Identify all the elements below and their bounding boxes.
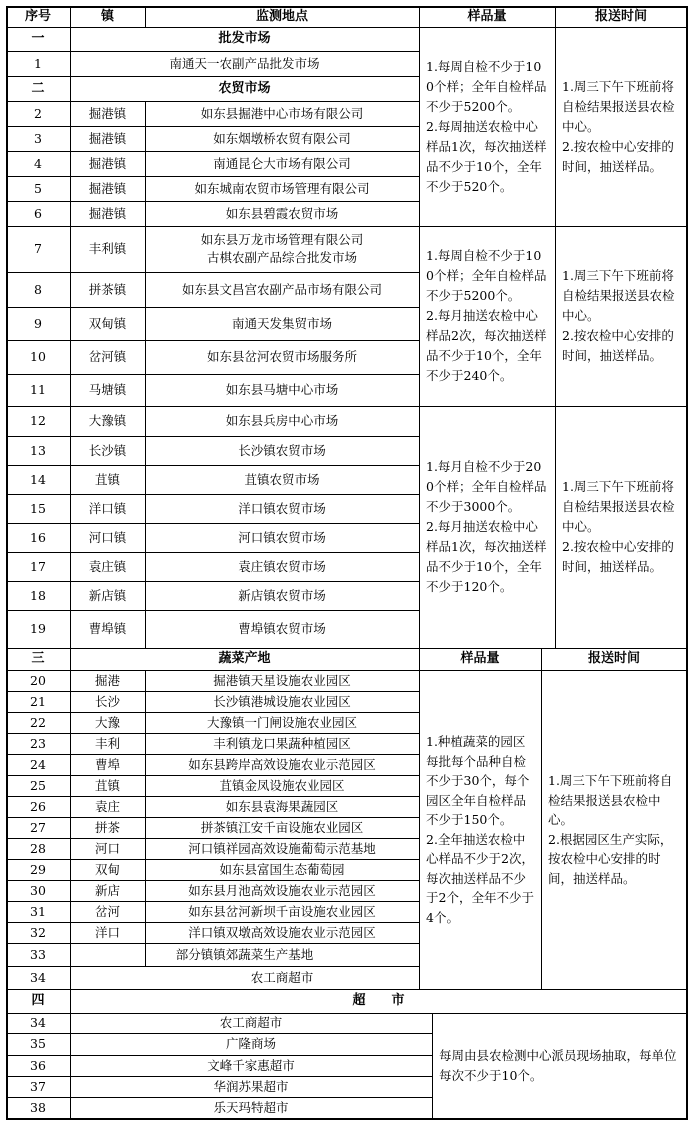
- rule-line: [6, 922, 420, 923]
- row-site: 南通天一农副产品批发市场: [169, 55, 320, 71]
- row-site: 丰利镇龙口果蔬种植园区: [213, 735, 351, 751]
- rule-line: [6, 733, 420, 734]
- rule-line: [419, 6, 420, 649]
- row-site: 农工商超市: [219, 1015, 283, 1030]
- row-site: 大豫镇一门闸设施农业园区: [206, 714, 357, 730]
- header-time: 报送时间: [587, 651, 640, 666]
- row-site: 如东城南农贸市场管理有限公司: [194, 180, 370, 196]
- report-time: 1.周三下午下班前将自检结果报送县农检中心。 2.按农检中心安排的时间，抽送样品。: [562, 78, 675, 174]
- sample-quantity: 每周由县农检测中心派员现场抽取，每单位每次不少于10个。: [439, 1047, 677, 1083]
- sample-quantity: 1.每月自检不少于200个样；全年自检样品不少于3000个。 2.每月抽送农检中心样品1次，每次抽送样品不少于10个，全年不少于120个。: [426, 459, 547, 594]
- row-no: 15: [30, 500, 46, 516]
- rule-line: [6, 1118, 688, 1120]
- row-town: 袁庄: [94, 798, 120, 814]
- rule-line: [6, 1013, 688, 1014]
- row-site: 农工商超市: [250, 969, 314, 985]
- row-site: 如东县岔河农贸市场服务所: [206, 349, 357, 364]
- rule-line: [6, 151, 420, 152]
- row-no: 8: [34, 281, 42, 297]
- row-site: 南通昆仑大市场有限公司: [213, 155, 351, 171]
- rule-line: [6, 226, 688, 227]
- row-no: 38: [30, 1099, 46, 1115]
- row-no: 24: [30, 756, 46, 772]
- rule-line: [6, 754, 420, 755]
- rule-line: [6, 374, 420, 375]
- rule-line: [70, 226, 71, 649]
- rule-line: [6, 989, 688, 990]
- row-town: 马塘镇: [88, 382, 127, 397]
- row-town: 曹埠: [94, 756, 120, 772]
- rule-line: [6, 51, 420, 52]
- row-no: 22: [30, 714, 46, 730]
- row-no: 9: [34, 315, 42, 331]
- row-site: 华润苏果超市: [213, 1078, 289, 1094]
- rule-line: [6, 1097, 433, 1098]
- row-town: 长沙: [94, 693, 120, 709]
- rule-line: [6, 775, 420, 776]
- header-time: 报送时间: [594, 8, 647, 24]
- row-no: 25: [30, 777, 46, 793]
- row-town: 双甸镇: [88, 315, 127, 331]
- row-no: 2: [34, 105, 42, 121]
- row-site: 如东县月池高效设施农业示范园区: [188, 882, 376, 898]
- row-site: 苴镇农贸市场: [244, 471, 320, 487]
- row-no: 4: [34, 155, 42, 171]
- row-no: 6: [34, 205, 42, 221]
- row-town: 掘港镇: [88, 205, 127, 221]
- rule-line: [6, 176, 420, 177]
- row-site: 袁庄镇农贸市场: [238, 558, 326, 574]
- report-time: 1.周三下午下班前将自检结果报送县农检中心。 2.按农检中心安排的时间，抽送样品。: [562, 479, 675, 574]
- row-town: 掘港镇: [88, 180, 127, 196]
- row-town: 苴镇: [94, 777, 120, 793]
- row-town: 曹埠镇: [88, 621, 127, 636]
- rule-line: [6, 494, 420, 495]
- row-no: 31: [30, 903, 46, 919]
- row-no: 29: [30, 861, 46, 877]
- row-no: 32: [30, 924, 46, 940]
- rule-line: [6, 523, 420, 524]
- rule-line: [6, 201, 420, 202]
- rule-line: [686, 6, 688, 1119]
- row-site: 广隆商场: [225, 1036, 276, 1051]
- section-title: 蔬菜产地: [218, 651, 271, 666]
- row-town: 掘港镇: [88, 130, 127, 146]
- rule-line: [6, 838, 420, 839]
- row-town: 大豫镇: [88, 413, 127, 428]
- row-no: 19: [30, 621, 46, 636]
- rule-line: [6, 76, 420, 77]
- row-site: 如东县跨岸高效设施农业示范园区: [188, 756, 376, 772]
- rule-line: [6, 6, 688, 8]
- row-town: 大豫: [94, 714, 120, 730]
- section-no: 二: [31, 80, 45, 96]
- row-site: 掘港镇天星设施农业园区: [213, 672, 351, 688]
- section-no: 三: [31, 651, 45, 666]
- sample-quantity: 1.每周自检不少于100个样；全年自检样品不少于5200个。 2.每月抽送农检中心样品2次，每次抽送样品不少于10个，全年不少于240个。: [426, 248, 547, 383]
- rule-line: [6, 436, 420, 437]
- row-site-line: 如东县万龙市场管理有限公司: [200, 232, 364, 247]
- row-site: 如东县袁海果蔬园区: [225, 798, 339, 814]
- row-town: [70, 966, 145, 989]
- rule-line: [6, 101, 420, 102]
- row-no: 18: [30, 587, 46, 603]
- row-town: 岔河: [94, 903, 120, 919]
- row-site: 长沙镇农贸市场: [238, 442, 326, 458]
- row-site: 新店镇农贸市场: [238, 587, 326, 603]
- rule-line: [6, 817, 420, 818]
- row-no: 16: [30, 529, 46, 545]
- row-town: 洋口镇: [88, 500, 127, 516]
- row-site-line: 古棋农副产品综合批发市场: [206, 250, 357, 265]
- rule-line: [6, 859, 420, 860]
- row-no: 37: [30, 1078, 46, 1094]
- rule-line: [6, 1076, 433, 1077]
- row-no: 30: [30, 882, 46, 898]
- row-site: 河口镇农贸市场: [238, 529, 326, 545]
- row-town: 长沙镇: [88, 442, 127, 458]
- rule-line: [6, 670, 688, 671]
- rule-line: [6, 943, 420, 944]
- row-site: 如东县富国生态葡萄园: [219, 861, 345, 877]
- row-site: 如东县兵房中心市场: [225, 413, 339, 428]
- row-town: 拼茶镇: [88, 281, 127, 297]
- row-site: 南通天发集贸市场: [231, 315, 332, 331]
- row-town: 拼茶: [94, 819, 120, 835]
- rule-line: [6, 307, 420, 308]
- row-no: 34: [30, 969, 46, 985]
- row-site: 洋口镇农贸市场: [238, 500, 326, 516]
- row-no: 12: [30, 413, 46, 428]
- row-no: 11: [30, 382, 46, 397]
- section-no: 一: [31, 31, 45, 46]
- row-town: 袁庄镇: [88, 558, 127, 574]
- rule-line: [145, 670, 146, 967]
- rule-line: [145, 101, 146, 649]
- rule-line: [6, 966, 420, 967]
- row-no: 27: [30, 819, 46, 835]
- row-town: 掘港镇: [88, 105, 127, 121]
- rule-line: [6, 6, 8, 1119]
- sample-quantity: 1.种植蔬菜的园区每批每个品种自检不少于30个，每个园区全年自检样品不少于150个。 2.全年抽送农检中心样品不少于2次，每次抽送样品不少于2个，全年不少于4个。: [426, 734, 534, 925]
- row-no: 10: [30, 349, 46, 364]
- row-site: 如东县岔河新坝千亩设施农业园区: [188, 903, 376, 919]
- rule-line: [6, 712, 420, 713]
- row-site: 如东县碧霞农贸市场: [225, 205, 339, 221]
- rule-line: [6, 1055, 433, 1056]
- row-site: 长沙镇港城设施农业园区: [213, 693, 351, 709]
- rule-line: [6, 552, 420, 553]
- row-site: 曹埠镇农贸市场: [238, 621, 326, 636]
- rule-line: [6, 1033, 433, 1034]
- row-no: 21: [30, 693, 46, 709]
- row-town: 掘港: [94, 672, 120, 688]
- row-town: 丰利: [94, 735, 120, 751]
- row-site: 洋口镇双墩高效设施农业示范园区: [188, 924, 376, 940]
- rule-line: [145, 6, 146, 28]
- rule-line: [6, 126, 420, 127]
- rule-line: [6, 27, 688, 28]
- row-site: 乐天玛特超市: [213, 1099, 289, 1115]
- rule-line: [6, 610, 420, 611]
- rule-line: [6, 272, 420, 273]
- row-site: 文峰千家惠超市: [207, 1057, 295, 1073]
- rule-line: [6, 406, 688, 407]
- row-no: 5: [34, 180, 42, 196]
- row-no: 28: [30, 840, 46, 856]
- row-no: 33: [30, 946, 46, 962]
- row-no: 20: [30, 672, 46, 688]
- rule-line: [70, 648, 71, 1119]
- header-qty: 样品量: [460, 651, 500, 666]
- row-site: 部分镇镇郊蔬菜生产基地: [175, 946, 314, 962]
- row-no: 3: [34, 130, 42, 146]
- report-time: 1.周三下午下班前将自检结果报送县农检中心。 2.根据园区生产实际，按农检中心安排的时间，抽送样品。: [548, 773, 673, 886]
- row-no: 35: [30, 1036, 46, 1051]
- report-time: 1.周三下午下班前将自检结果报送县农检中心。 2.按农检中心安排的时间，抽送样品。: [562, 268, 675, 363]
- row-site: 拼茶镇江安千亩设施农业园区: [200, 819, 364, 835]
- row-no: 13: [30, 442, 46, 458]
- row-town: 双甸: [94, 861, 120, 877]
- header-qty: 样品量: [467, 8, 507, 24]
- rule-line: [555, 6, 556, 649]
- rule-line: [6, 880, 420, 881]
- row-town: 岔河镇: [88, 349, 127, 364]
- row-no: 1: [34, 55, 42, 71]
- rule-line: [6, 901, 420, 902]
- row-no: 7: [34, 241, 42, 256]
- rule-line: [6, 648, 688, 649]
- row-no: 34: [30, 1015, 46, 1030]
- row-no: 26: [30, 798, 46, 814]
- header-site: 监测地点: [255, 8, 308, 24]
- row-no: 23: [30, 735, 46, 751]
- row-no: 14: [30, 471, 46, 487]
- sample-quantity: 1.每周自检不少于100个样；全年自检样品不少于5200个。 2.每周抽送农检中心样品1次，每次抽送样品不少于10个，全年不少于520个。: [426, 58, 547, 194]
- row-town: 河口镇: [88, 529, 127, 545]
- rule-line: [432, 1013, 433, 1119]
- rule-line: [70, 6, 71, 227]
- header-town: 镇: [100, 8, 114, 24]
- row-site: 苴镇金凤设施农业园区: [219, 777, 345, 793]
- row-town: 丰利镇: [88, 241, 127, 256]
- row-no: 17: [30, 558, 46, 574]
- row-site: 如东县文昌宫农副产品市场有限公司: [181, 281, 382, 297]
- rule-line: [6, 796, 420, 797]
- row-no: 36: [30, 1057, 46, 1073]
- row-site: 如东烟墩桥农贸有限公司: [213, 130, 351, 146]
- row-town: 苴镇: [94, 471, 120, 487]
- rule-line: [6, 691, 420, 692]
- row-site: 如东县掘港中心市场有限公司: [200, 105, 364, 121]
- header-no: 序号: [24, 8, 51, 24]
- row-town: 掘港镇: [88, 155, 127, 171]
- row-town: 河口: [94, 840, 120, 856]
- row-site: 如东县马塘中心市场: [225, 382, 339, 397]
- row-town: 新店: [94, 882, 120, 898]
- row-town: 新店镇: [88, 587, 127, 603]
- row-site: 河口镇祥园高效设施葡萄示范基地: [188, 840, 376, 856]
- rule-line: [6, 340, 420, 341]
- section-title: 农贸市场: [218, 80, 271, 96]
- rule-line: [419, 648, 420, 990]
- rule-line: [6, 465, 420, 466]
- section-title: 超 市: [352, 993, 405, 1008]
- section-no: 四: [31, 993, 45, 1008]
- row-site: [145, 226, 419, 272]
- rule-line: [541, 648, 542, 990]
- row-town: 洋口: [94, 924, 120, 940]
- section-title: 批发市场: [218, 31, 271, 46]
- rule-line: [6, 581, 420, 582]
